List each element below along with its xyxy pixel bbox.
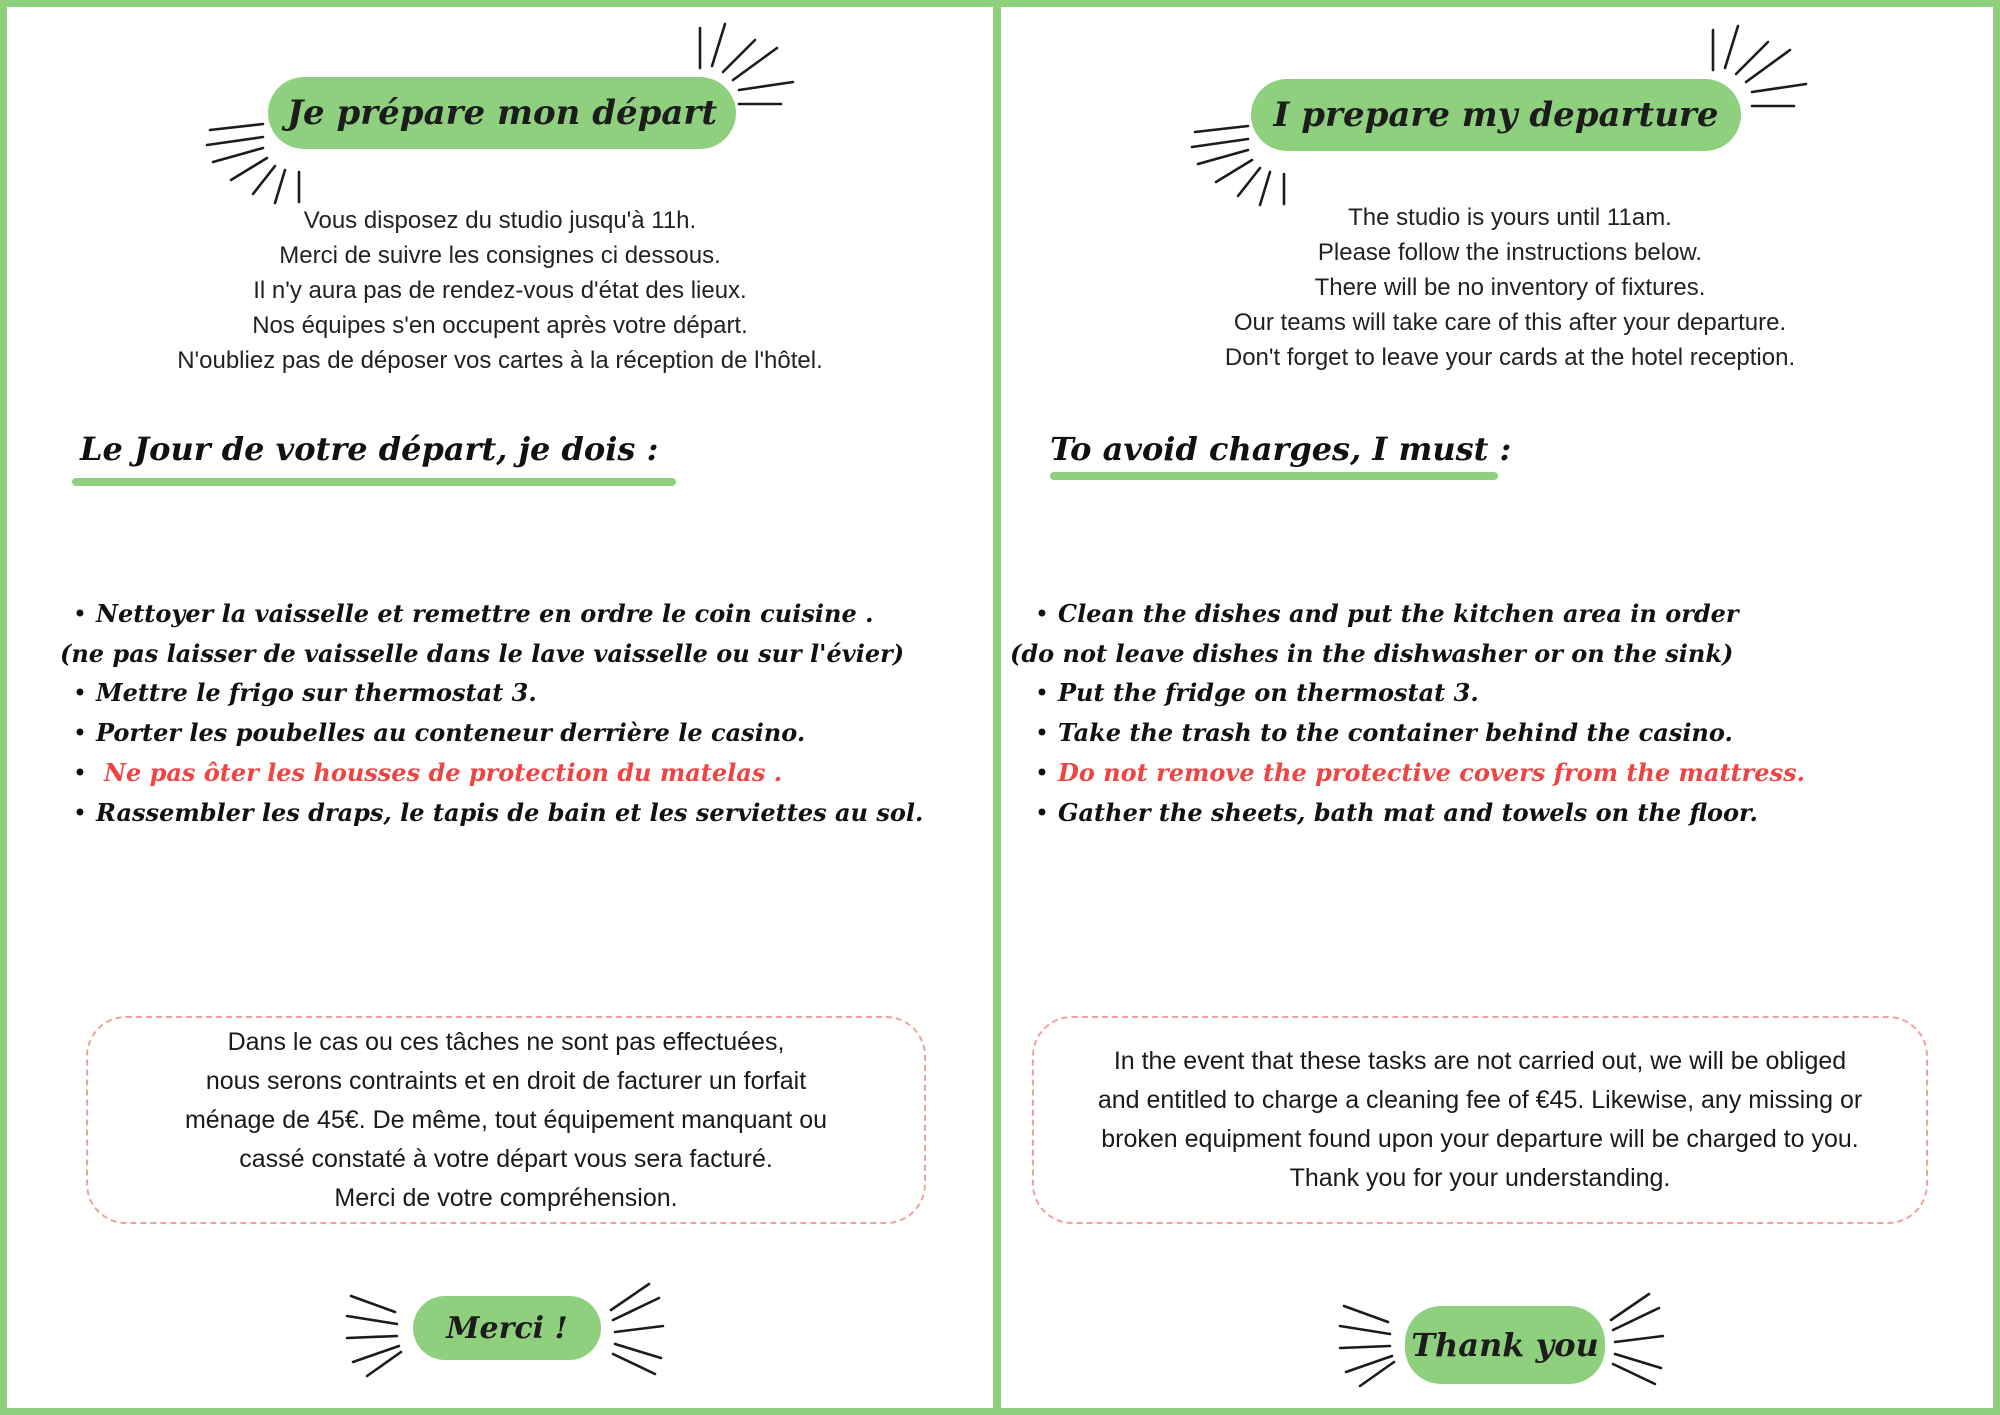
task-text: Mettre le frigo sur thermostat 3. xyxy=(96,678,537,707)
task-list xyxy=(1010,594,1966,833)
bullet-icon: • xyxy=(1034,719,1050,747)
heading-underline xyxy=(1050,472,1498,480)
intro-text xyxy=(1040,200,1980,375)
task-text: Clean the dishes and put the kitchen area in order xyxy=(1058,599,1739,628)
list-item-note xyxy=(1010,634,1966,673)
bullet-icon: • xyxy=(72,600,88,628)
bullet-icon: • xyxy=(1034,799,1050,827)
notice-line: broken equipment found upon your departure will be charged to you. xyxy=(1101,1125,1859,1153)
title-sparkle-right-icon xyxy=(1708,20,1808,110)
english-panel xyxy=(1000,0,2000,1415)
thanks-sparkle-left-icon xyxy=(1338,1300,1398,1390)
task-note: (do not leave dishes in the dishwasher or on the sink) xyxy=(1010,639,1734,668)
intro-line: Our teams will take care of this after your departure. xyxy=(1233,309,1787,336)
list-item xyxy=(64,713,984,753)
title-pill xyxy=(1251,79,1741,151)
heading-underline xyxy=(72,478,676,486)
list-item xyxy=(64,673,984,713)
page-title: Je prépare mon départ xyxy=(286,93,718,133)
task-text: Nettoyer la vaisselle et remettre en ordre le coin cuisine . xyxy=(96,599,874,628)
bullet-icon: • xyxy=(72,719,88,747)
intro-line: Nos équipes s'en occupent après votre départ. xyxy=(252,312,748,339)
notice-box xyxy=(1032,1016,1928,1224)
list-item xyxy=(64,793,984,833)
list-item-note xyxy=(60,634,984,673)
notice-line: cassé constaté à votre départ vous sera facturé. xyxy=(239,1144,773,1173)
list-item xyxy=(64,753,984,793)
list-item xyxy=(64,594,984,634)
thanks-pill xyxy=(1405,1306,1605,1384)
section-heading: To avoid charges, I must : xyxy=(1050,430,1512,468)
task-text: Rassembler les draps, le tapis de bain et les serviettes au sol. xyxy=(96,798,924,827)
notice-line: In the event that these tasks are not carried out, we will be obliged xyxy=(1113,1047,1847,1075)
bullet-icon: • xyxy=(72,679,88,707)
task-text-warning: Ne pas ôter les housses de protection du matelas . xyxy=(104,758,783,787)
notice-box xyxy=(86,1016,926,1224)
notice-line: Thank you for your understanding. xyxy=(1289,1164,1671,1192)
intro-line: Please follow the instructions below. xyxy=(1317,239,1703,266)
list-item xyxy=(1026,673,1966,713)
task-text: Porter les poubelles au conteneur derrière le casino. xyxy=(96,718,806,747)
list-item xyxy=(1026,713,1966,753)
list-item xyxy=(1026,594,1966,634)
task-text: Gather the sheets, bath mat and towels on the floor. xyxy=(1058,798,1758,827)
intro-line: Merci de suivre les consignes ci dessous. xyxy=(279,242,721,269)
task-list xyxy=(60,594,984,833)
bullet-icon: • xyxy=(72,799,88,827)
notice-line: and entitled to charge a cleaning fee of €45. Likewise, any missing or xyxy=(1097,1086,1863,1114)
bullet-icon: • xyxy=(1034,759,1050,787)
page-title: I prepare my departure xyxy=(1273,95,1719,135)
notice-line: Merci de votre compréhension. xyxy=(334,1183,678,1212)
intro-line: There will be no inventory of fixtures. xyxy=(1314,274,1706,301)
intro-line: The studio is yours until 11am. xyxy=(1348,204,1672,231)
notice-line: ménage de 45€. De même, tout équipement manquant ou xyxy=(184,1105,828,1134)
list-item xyxy=(1026,753,1966,793)
title-pill xyxy=(268,77,736,149)
thanks-sparkle-right-icon xyxy=(605,1280,667,1380)
section-heading: Le Jour de votre départ, je dois : xyxy=(80,430,659,468)
thanks-pill xyxy=(413,1296,601,1360)
bullet-icon: • xyxy=(1034,600,1050,628)
task-note: (ne pas laisser de vaisselle dans le lave vaisselle ou sur l'évier) xyxy=(60,639,905,668)
intro-line: Vous disposez du studio jusqu'à 11h. xyxy=(303,207,697,234)
bullet-icon: • xyxy=(72,759,88,787)
thanks-text: Thank you xyxy=(1411,1326,1599,1364)
thanks-sparkle-right-icon xyxy=(1605,1290,1667,1390)
notice-line: nous serons contraints et en droit de facturer un forfait xyxy=(205,1066,807,1095)
title-sparkle-right-icon xyxy=(695,18,795,108)
task-text-warning: Do not remove the protective covers from the mattress. xyxy=(1058,758,1805,787)
intro-line: N'oubliez pas de déposer vos cartes à la réception de l'hôtel. xyxy=(177,347,823,374)
list-item xyxy=(1026,793,1966,833)
bullet-icon: • xyxy=(1034,679,1050,707)
intro-text xyxy=(50,203,950,378)
task-text: Put the fridge on thermostat 3. xyxy=(1058,678,1479,707)
task-text: Take the trash to the container behind the casino. xyxy=(1058,718,1733,747)
intro-line: Il n'y aura pas de rendez-vous d'état des lieux. xyxy=(253,277,747,304)
thanks-sparkle-left-icon xyxy=(345,1290,405,1380)
intro-line: Don't forget to leave your cards at the hotel reception. xyxy=(1224,344,1796,371)
notice-line: Dans le cas ou ces tâches ne sont pas effectuées, xyxy=(227,1027,785,1056)
thanks-text: Merci ! xyxy=(446,1310,568,1346)
